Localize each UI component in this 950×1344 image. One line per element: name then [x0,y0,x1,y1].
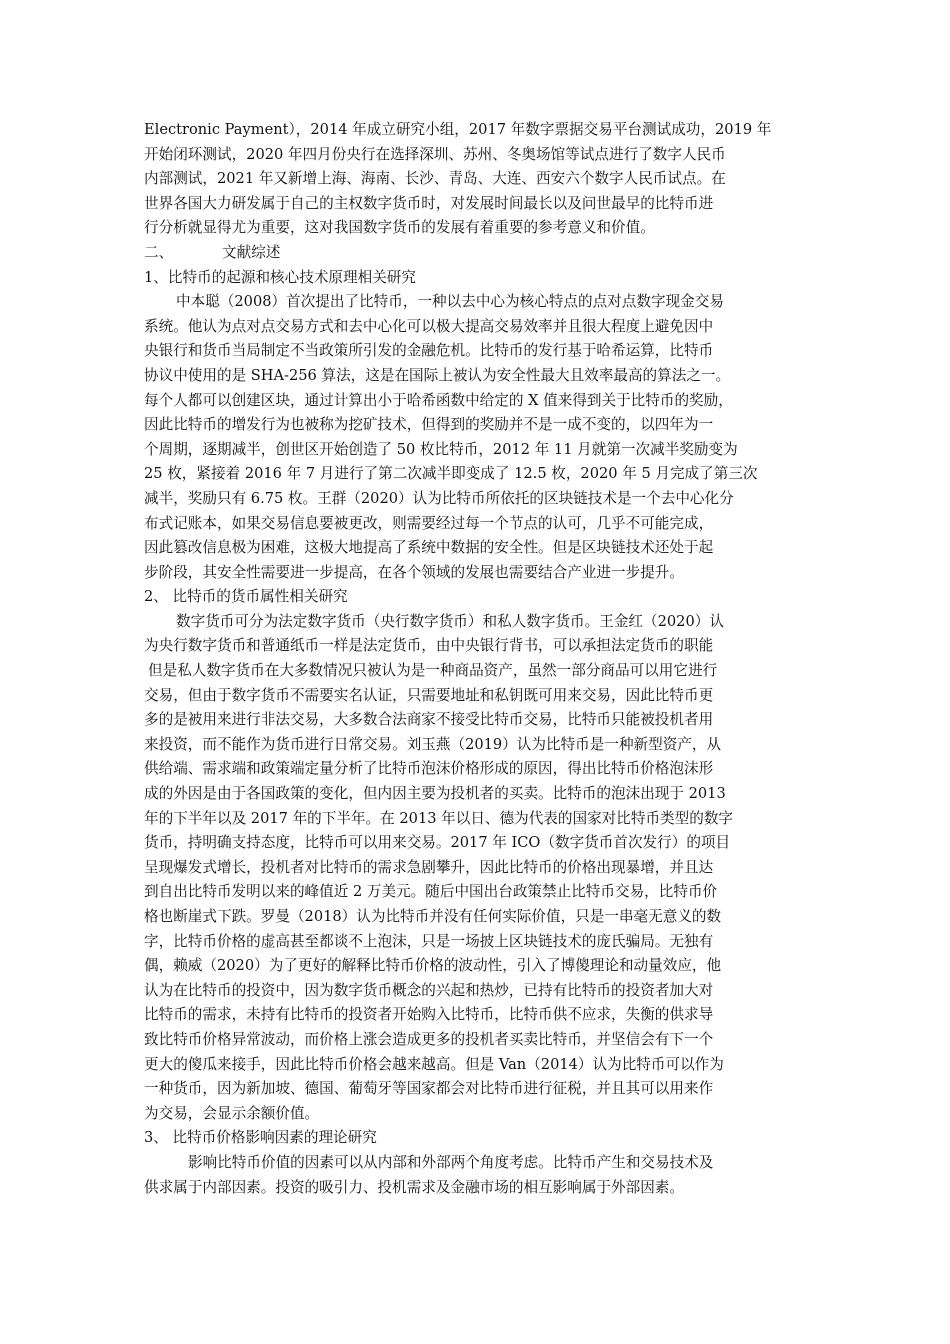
text-line: 开始闭环测试，2020 年四月份央行在选择深圳、苏州、冬奥场馆等试点进行了数字人民币 [144,145,726,163]
text-line: 为交易，会显示余额价值。 [144,1104,320,1122]
text-line: 呈现爆发式增长，投机者对比特币的需求急剧攀升，因此比特币的价格出现暴增，并且达 [144,858,714,876]
paragraph-intro-continuation [144,118,814,241]
paragraph-monetary-attributes [144,610,814,1126]
text-line: 到自出比特币发明以来的峰值近 2 万美元。随后中国出台政策禁止比特币交易，比特币价 [144,883,718,901]
text-line: 认为在比特币的投资中，因为数字货币概念的兴起和热炒，已持有比特币的投资者加大对 [144,981,714,999]
text-line: 致比特币价格异常波动，而价格上涨会造成更多的投机者买卖比特币，并坚信会有下一个 [144,1030,714,1048]
text-line: 每个人都可以创建区块，通过计算出小于哈希函数中给定的 X 值来得到关于比特币的奖励， [144,391,733,409]
subheading: 3、 比特币价格影响因素的理论研究 [144,1129,377,1147]
text-line: 影响比特币价值的因素可以从内部和外部两个角度考虑。比特币产生和交易技术及 [188,1153,714,1171]
text-line: 交易，但由于数字货币不需要实名认证，只需要地址和私钥既可用来交易，因此比特币更 [144,686,714,704]
section-number: 二、 [144,243,174,261]
text-line: Electronic Payment），2014 年成立研究小组，2017 年数字票据交易平台测试成功，2019 年 [144,121,772,138]
text-line: 年的下半年以及 2017 年的下半年。在 2013 年以日、德为代表的国家对比特币类型的数字 [144,809,734,827]
paragraph-price-factors [144,1151,814,1200]
text-line: 中本聪（2008）首次提出了比特币，一种以去中心为核心特点的点对点数字现金交易 [176,293,724,311]
text-line: 行分析就显得尤为重要，这对我国数字货币的发展有着重要的参考意义和价值。 [144,219,655,237]
section-title: 文献综述 [222,243,281,261]
text-line: 步阶段，其安全性需要进一步提高，在各个领域的发展也需要结合产业进一步提升。 [144,563,684,581]
subheading: 2、 比特币的货币属性相关研究 [144,588,348,606]
text-line: 因此比特币的增发行为也被称为挖矿技术，但得到的奖励并不是一成不变的，以四年为一 [144,416,714,434]
text-line: 来投资，而不能作为货币进行日常交易。刘玉燕（2019）认为比特币是一种新型资产，从 [144,735,722,753]
text-line: 成的外因是由于各国政策的变化，但内因主要为投机者的买卖。比特币的泡沫出现于 2013 [144,785,726,803]
text-line: 货币，持明确支持态度，比特币可以用来交易。2017 年 ICO（数字货币首次发行）的项目 [144,834,731,852]
text-line: 偶，赖威（2020）为了更好的解释比特币价格的波动性，引入了博傻理论和动量效应，他 [144,957,722,975]
text-line: 供给端、需求端和政策端定量分析了比特币泡沫价格形成的原因，得出比特币价格泡沫形 [144,760,714,778]
text-line: 为央行数字货币和普通纸币一样是法定货币，由中央银行背书，可以承担法定货币的职能 [144,637,714,655]
text-line: 但是私人数字货币在大多数情况只被认为是一种商品资产，虽然一部分商品可以用它进行 [148,662,718,680]
text-line: 25 枚，紧接着 2016 年 7 月进行了第二次减半即变成了 12.5 枚，2020 年 5 月完成了第三次 [144,465,758,483]
document-body [144,118,814,1200]
text-line: 协议中使用的是 SHA-256 算法，这是在国际上被认为安全性最大且效率最高的算法之一。 [144,366,731,384]
text-line: 世界各国大力研发属于自己的主权数字货币时，对发展时间最长以及问世最早的比特币进 [144,194,714,212]
text-line: 更大的傻瓜来接手，因此比特币价格会越来越高。但是 Van（2014）认为比特币可以作为 [144,1055,724,1073]
text-line: 比特币的需求，未持有比特币的投资者开始购入比特币，比特币供不应求，失衡的供求导 [144,1006,714,1024]
text-line: 系统。他认为点对点交易方式和去中心化可以极大提高交易效率并且很大程度上避免因中 [144,317,714,335]
text-line: 央银行和货币当局制定不当政策所引发的金融危机。比特币的发行基于哈希运算，比特币 [144,342,714,360]
text-line: 多的是被用来进行非法交易，大多数合法商家不接受比特币交易，比特币只能被投机者用 [144,711,714,729]
subheading: 1、比特币的起源和核心技术原理相关研究 [144,268,416,286]
text-line: 供求属于内部因素。投资的吸引力、投机需求及金融市场的相互影响属于外部因素。 [144,1178,684,1196]
section-heading [144,241,814,266]
paragraph-bitcoin-origin [144,290,814,585]
text-line: 布式记账本，如果交易信息要被更改，则需要经过每一个节点的认可，几乎不可能完成， [144,514,714,532]
text-line: 一种货币，因为新加坡、德国、葡萄牙等国家都会对比特币进行征税，并且其可以用来作 [144,1080,714,1098]
text-line: 数字货币可分为法定数字货币（央行数字货币）和私人数字货币。王金红（2020）认 [176,612,724,630]
text-line: 内部测试，2021 年又新增上海、海南、长沙、青岛、大连、西安六个数字人民币试点。在 [144,170,726,188]
text-line: 因此篡改信息极为困难，这极大地提高了系统中数据的安全性。但是区块链技术还处于起 [144,539,714,557]
text-line: 减半，奖励只有 6.75 枚。王群（2020）认为比特币所依托的区块链技术是一个去中心化分 [144,489,734,507]
text-line: 格也断崖式下跌。罗曼（2018）认为比特币并没有任何实际价值，只是一串毫无意义的数 [144,908,722,925]
text-line: 个周期，逐期减半，创世区开始创造了 50 枚比特币，2012 年 11 月就第一次减半奖励变为 [144,440,738,458]
text-line: 字，比特币价格的虚高甚至都谈不上泡沫，只是一场披上区块链技术的庞氏骗局。无独有 [144,932,714,950]
